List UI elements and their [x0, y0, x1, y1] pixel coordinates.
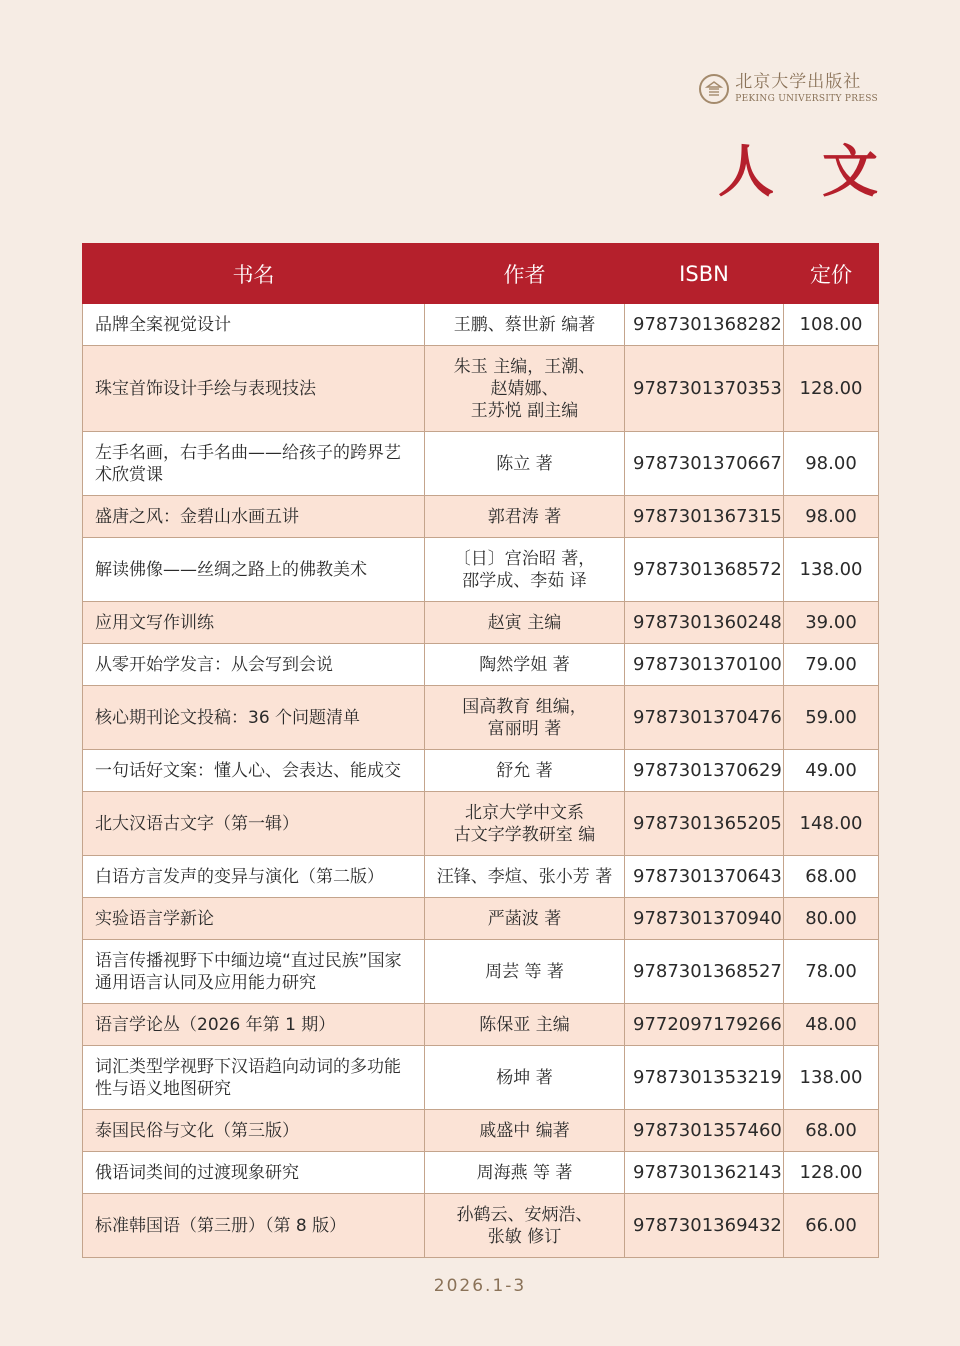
book-isbn-cell: 9787301368282: [625, 304, 784, 346]
table-row: [83, 898, 879, 940]
book-author-cell: 严菡波 著: [425, 898, 625, 940]
book-author-cell: 国高教育 组编， 富丽明 著: [425, 686, 625, 750]
book-isbn-cell: 9787301370353: [625, 346, 784, 432]
book-author-cell: 孙鹤云、安炳浩、 张敏 修订: [425, 1194, 625, 1258]
book-title-cell: 从零开始学发言：从会写到会说: [83, 644, 425, 686]
table-row: [83, 1004, 879, 1046]
table-row: [83, 792, 879, 856]
book-title-cell: 白语方言发声的变异与演化（第二版）: [83, 856, 425, 898]
book-title-cell: 语言学论丛（2026 年第 1 期）: [83, 1004, 425, 1046]
section-title: 人文: [718, 139, 926, 205]
table-body: [83, 304, 879, 1258]
table-row: [83, 856, 879, 898]
book-isbn-cell: 9787301360248: [625, 602, 784, 644]
publisher-logo: [699, 74, 878, 104]
book-isbn-cell: 9787301368527: [625, 940, 784, 1004]
header-isbn: ISBN: [625, 244, 784, 304]
book-title-cell: 泰国民俗与文化（第三版）: [83, 1110, 425, 1152]
table-row: [83, 1110, 879, 1152]
book-title-cell: 语言传播视野下中缅边境“直过民族”国家通用语言认同及应用能力研究: [83, 940, 425, 1004]
book-author-cell: 戚盛中 编著: [425, 1110, 625, 1152]
book-list-table: [82, 243, 879, 1258]
header-title: 书名: [83, 244, 425, 304]
table-row: [83, 940, 879, 1004]
table-row: [83, 304, 879, 346]
book-title-cell: 俄语词类间的过渡现象研究: [83, 1152, 425, 1194]
book-author-cell: 赵寅 主编: [425, 602, 625, 644]
book-isbn-cell: 9787301367315: [625, 496, 784, 538]
book-title-cell: 词汇类型学视野下汉语趋向动词的多功能性与语义地图研究: [83, 1046, 425, 1110]
book-price-cell: 68.00: [784, 1110, 879, 1152]
table-row: [83, 686, 879, 750]
header-price: 定价: [784, 244, 879, 304]
book-price-cell: 98.00: [784, 432, 879, 496]
book-title-cell: 珠宝首饰设计手绘与表现技法: [83, 346, 425, 432]
table-row: [83, 750, 879, 792]
book-price-cell: 128.00: [784, 346, 879, 432]
table-row: [83, 496, 879, 538]
book-isbn-cell: 9787301353219: [625, 1046, 784, 1110]
book-isbn-cell: 9787301365205: [625, 792, 784, 856]
publisher-name-en: PEKING UNIVERSITY PRESS: [735, 94, 878, 104]
book-price-cell: 79.00: [784, 644, 879, 686]
table-row: [83, 644, 879, 686]
book-price-cell: 138.00: [784, 538, 879, 602]
book-title-cell: 标准韩国语（第三册）（第 8 版）: [83, 1194, 425, 1258]
book-isbn-cell: 9787301370476: [625, 686, 784, 750]
book-author-cell: 周海燕 等 著: [425, 1152, 625, 1194]
table-row: [83, 538, 879, 602]
book-author-cell: 北京大学中文系 古文字学教研室 编: [425, 792, 625, 856]
book-price-cell: 80.00: [784, 898, 879, 940]
book-isbn-cell: 9787301370629: [625, 750, 784, 792]
book-price-cell: 48.00: [784, 1004, 879, 1046]
book-isbn-cell: 9787301370667: [625, 432, 784, 496]
book-title-cell: 北大汉语古文字（第一辑）: [83, 792, 425, 856]
book-isbn-cell: 9787301370940: [625, 898, 784, 940]
book-isbn-cell: 9787301370643: [625, 856, 784, 898]
book-author-cell: 周芸 等 著: [425, 940, 625, 1004]
book-author-cell: 〔日〕宫治昭 著， 邵学成、李茹 译: [425, 538, 625, 602]
book-price-cell: 108.00: [784, 304, 879, 346]
table-row: [83, 432, 879, 496]
book-price-cell: 39.00: [784, 602, 879, 644]
publisher-name-cn: 北京大学出版社: [735, 72, 862, 92]
table-row: [83, 1152, 879, 1194]
book-author-cell: 陈立 著: [425, 432, 625, 496]
book-author-cell: 郭君涛 著: [425, 496, 625, 538]
book-price-cell: 68.00: [784, 856, 879, 898]
table-row: [83, 602, 879, 644]
book-author-cell: 陈保亚 主编: [425, 1004, 625, 1046]
table-header-row: [83, 244, 879, 304]
book-isbn-cell: 9787301357460: [625, 1110, 784, 1152]
header-author: 作者: [425, 244, 625, 304]
book-title-cell: 一句话好文案：懂人心、会表达、能成交: [83, 750, 425, 792]
book-isbn-cell: 9787301369432: [625, 1194, 784, 1258]
book-title-cell: 左手名画，右手名曲——给孩子的跨界艺术欣赏课: [83, 432, 425, 496]
book-title-cell: 盛唐之风：金碧山水画五讲: [83, 496, 425, 538]
book-price-cell: 138.00: [784, 1046, 879, 1110]
book-price-cell: 78.00: [784, 940, 879, 1004]
book-isbn-cell: 9787301368572: [625, 538, 784, 602]
pku-seal-icon: [699, 74, 729, 104]
book-author-cell: 朱玉 主编，王潮、 赵婧娜、 王苏悦 副主编: [425, 346, 625, 432]
book-author-cell: 舒允 著: [425, 750, 625, 792]
book-title-cell: 核心期刊论文投稿：36 个问题清单: [83, 686, 425, 750]
book-author-cell: 杨坤 著: [425, 1046, 625, 1110]
page-date: 2026.1-3: [433, 1276, 527, 1296]
book-author-cell: 汪锋、李煊、张小芳 著: [425, 856, 625, 898]
book-title-cell: 品牌全案视觉设计: [83, 304, 425, 346]
book-price-cell: 128.00: [784, 1152, 879, 1194]
book-author-cell: 陶然学姐 著: [425, 644, 625, 686]
table-row: [83, 1046, 879, 1110]
book-price-cell: 98.00: [784, 496, 879, 538]
table-row: [83, 1194, 879, 1258]
book-price-cell: 59.00: [784, 686, 879, 750]
book-isbn-cell: 9787301362143: [625, 1152, 784, 1194]
book-isbn-cell: 9772097179266: [625, 1004, 784, 1046]
table-row: [83, 346, 879, 432]
book-price-cell: 148.00: [784, 792, 879, 856]
book-author-cell: 王鹏、蔡世新 编著: [425, 304, 625, 346]
book-title-cell: 实验语言学新论: [83, 898, 425, 940]
book-isbn-cell: 9787301370100: [625, 644, 784, 686]
book-price-cell: 49.00: [784, 750, 879, 792]
book-title-cell: 解读佛像——丝绸之路上的佛教美术: [83, 538, 425, 602]
book-price-cell: 66.00: [784, 1194, 879, 1258]
book-title-cell: 应用文写作训练: [83, 602, 425, 644]
